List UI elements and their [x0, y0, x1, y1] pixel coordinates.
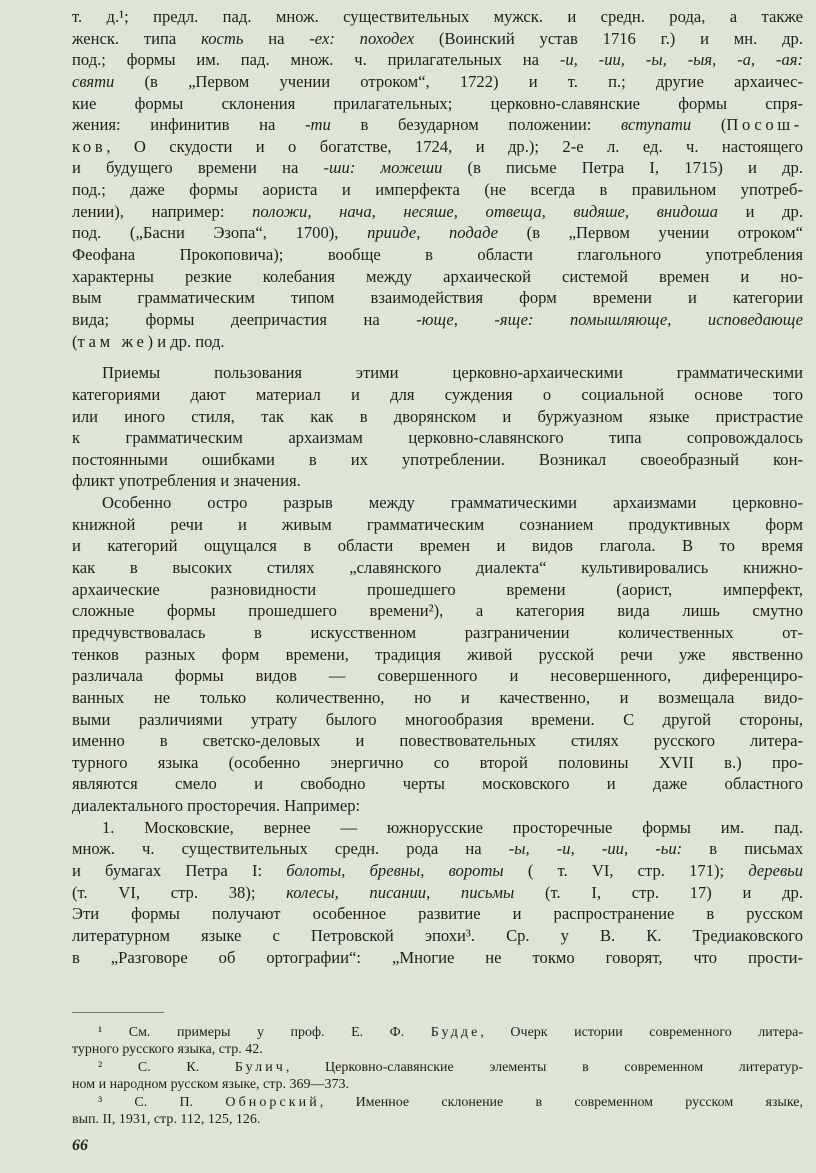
text-run: жения: инфинитив на	[72, 115, 305, 135]
italic-example: -и, -ии, -ы, -ыя, -а, -ая:	[559, 50, 803, 70]
text-line	[72, 817, 803, 839]
italic-example: -ти	[305, 115, 331, 135]
text-run: характерны резкие колебания между архаической системой времен и но-	[72, 266, 803, 286]
italic-example: святи	[72, 71, 115, 91]
footnote	[72, 1024, 803, 1059]
italic-example: -ши: можеши	[323, 158, 443, 178]
text-run: выми различиями утрату былого многообразия времени. С другой стороны,	[72, 709, 803, 729]
text-line	[72, 1041, 803, 1058]
text-line	[72, 838, 803, 860]
text-line	[72, 309, 803, 331]
text-run: Эти формы получают особенное развитие и распространение в русском	[72, 904, 803, 924]
text-line	[72, 1059, 803, 1076]
text-line	[72, 222, 803, 244]
main-text	[72, 6, 803, 968]
text-run: ³ С. П.	[98, 1094, 226, 1110]
text-line	[72, 179, 803, 201]
text-run: как в высоких стилях „славянского диалекта“ культивировались книжно-	[72, 558, 803, 578]
text-run: (в письме Петра I, 1715) и др.	[442, 158, 803, 178]
italic-example: колесы, писании, письмы	[286, 882, 515, 902]
italic-example: -ех: походех	[309, 28, 415, 48]
text-run: под.; формы им. пад. множ. ч. прилагательных на	[72, 50, 560, 70]
text-run: (	[72, 331, 78, 351]
text-run: кие формы склонения прилагательных; церковно-славянские формы спря-	[72, 93, 803, 113]
text-line	[72, 157, 803, 179]
text-run: тенков разных форм времени, традиция живой русской речи уже явственно	[72, 644, 803, 664]
text-run: именно в светско-деловых и повествовательных стилях русского литера-	[72, 731, 803, 751]
text-run: и будущего времени на	[72, 158, 324, 178]
spaced-author-name: Посош-	[726, 115, 803, 135]
text-run: (в „Первом учении отроком“	[498, 223, 803, 243]
paragraph	[72, 817, 803, 968]
text-run: и категорий ощущался в области времен и видов глагола. В то время	[72, 536, 803, 556]
spaced-author-name: там же	[77, 331, 148, 351]
italic-example: кость	[201, 28, 244, 48]
footnote	[72, 1059, 803, 1094]
text-line	[72, 687, 803, 709]
text-line	[72, 93, 803, 115]
text-run: ) и др. под.	[147, 331, 225, 351]
text-line	[72, 752, 803, 774]
text-line	[72, 903, 803, 925]
text-run: , О скудости и о богатстве, 1724, и др.); 2-е л. ед. ч. настоящего	[106, 136, 803, 156]
text-run: , Именное склонение в современном русском языке,	[319, 1094, 803, 1110]
text-run: ном и народном русском языке, стр. 369—373.	[72, 1077, 350, 1093]
text-line	[72, 860, 803, 882]
italic-example: -ы, -и, -ии, -ьи:	[508, 839, 683, 859]
text-run: в безударном положении:	[330, 115, 622, 135]
text-line	[72, 773, 803, 795]
text-run: под. („Басни Эзопа“, 1700),	[72, 223, 368, 243]
text-run: Феофана Прокоповича); вообще в области глагольного употребления	[72, 245, 803, 265]
text-line	[72, 925, 803, 947]
text-run: на	[243, 28, 310, 48]
text-line	[72, 362, 803, 384]
text-run: ( т. VI, стр. 171);	[503, 860, 749, 880]
text-line	[72, 201, 803, 223]
text-line	[72, 427, 803, 449]
text-run: сложные формы прошедшего времени²), а категория вида лишь смутно	[72, 601, 803, 621]
text-run: и бумагах Петра I:	[72, 860, 287, 880]
text-run: постоянными ошибками в их употреблении. Возникал своеобразный кон-	[72, 449, 803, 469]
text-run: , Церковно-славянские элементы в современном литератур-	[285, 1059, 804, 1075]
italic-example: деревьи	[748, 860, 804, 880]
text-run: вым грамматическим типом взаимодействия форм времени и категории	[72, 288, 803, 308]
text-run: или иного стиля, так как в дворянском и буржуазном языке пристрастие	[72, 406, 803, 426]
text-line	[72, 947, 803, 969]
text-run: и др.	[717, 201, 803, 221]
text-line	[72, 665, 803, 687]
text-run: категориями дают материал и для суждения о социальной основе того	[72, 384, 803, 404]
text-line	[72, 71, 803, 93]
text-run: (Воинский устав 1716 г.) и мн. др.	[414, 28, 803, 48]
text-line	[72, 579, 803, 601]
footnote-divider	[72, 1012, 164, 1013]
text-line	[72, 406, 803, 428]
text-line	[72, 492, 803, 514]
text-run: (в „Первом учении отроком“, 1722) и т. п.; другие архаичес-	[114, 71, 803, 91]
text-run: различала формы видов — совершенного и несовершенного, диференциро-	[72, 666, 803, 686]
text-line	[72, 114, 803, 136]
italic-example: -юще, -яще: помышляюще, исповедающе	[416, 309, 804, 329]
text-run: книжной речи и живым грамматическим сознанием продуктивных форм	[72, 514, 803, 534]
text-run: архаические разновидности прошедшего времени (аорист, имперфект,	[72, 579, 803, 599]
page-number: 66	[72, 1137, 88, 1154]
italic-example: вступати	[621, 115, 692, 135]
text-line	[72, 882, 803, 904]
spaced-author-name: Будде	[430, 1025, 481, 1040]
text-run: вида; формы деепричастия на	[72, 309, 417, 329]
text-line	[72, 287, 803, 309]
text-line	[72, 600, 803, 622]
text-line	[72, 28, 803, 50]
text-run: (	[691, 115, 727, 135]
text-line	[72, 795, 803, 817]
text-run: под.; даже формы аориста и имперфекта (не всегда в правильном употреб-	[72, 180, 803, 200]
text-run: (т. VI, стр. 38);	[72, 882, 287, 902]
text-line	[72, 1076, 803, 1093]
text-run: являются смело и свободно черты московского и даже областного	[72, 774, 803, 794]
text-run: вып. II, 1931, стр. 112, 125, 126.	[72, 1111, 261, 1127]
text-line	[72, 331, 803, 353]
text-run: ¹ См. примеры у проф. Е. Ф.	[98, 1025, 431, 1040]
text-line	[72, 136, 803, 158]
text-line	[72, 1024, 803, 1041]
text-run: женск. типа	[72, 28, 202, 48]
text-line	[72, 449, 803, 471]
text-line	[72, 1094, 803, 1111]
text-run: диалектального просторечия. Например:	[72, 796, 361, 816]
footnote	[72, 1094, 803, 1129]
text-run: множ. ч. существительных средн. рода на	[72, 839, 509, 859]
text-run: т. д.¹; предл. пад. множ. существительных мужск. и средн. рода, а также	[72, 7, 803, 26]
italic-example: положи, нача, несяше, отвеща, видяше, внидоша	[252, 201, 718, 221]
text-run: ванных не только количественно, но и качественно, и возмещала видо-	[72, 687, 803, 707]
text-run: , Очерк истории современного литера-	[480, 1025, 803, 1040]
text-run: фликт употребления и значения.	[72, 471, 301, 491]
paragraph	[72, 492, 803, 817]
text-line	[72, 622, 803, 644]
text-line	[72, 384, 803, 406]
text-line	[72, 644, 803, 666]
text-line	[72, 49, 803, 71]
paragraph	[72, 362, 803, 492]
text-line	[72, 266, 803, 288]
text-run: (т. I, стр. 17) и др.	[514, 882, 803, 902]
text-line	[72, 470, 803, 492]
footnotes	[72, 1024, 803, 1128]
text-run: к грамматическим архаизмам церковно-славянского типа сопровождалось	[72, 428, 803, 448]
text-line	[72, 1111, 803, 1128]
paragraph	[72, 6, 803, 352]
text-run: турного русского языка, стр. 42.	[72, 1042, 263, 1058]
italic-example: болоты, бревны, вороты	[286, 860, 504, 880]
text-run: турного языка (особенно энергично со второй половины XVII в.) про-	[72, 752, 803, 772]
text-run: Особенно остро разрыв между грамматическими архаизмами церковно-	[102, 493, 803, 513]
text-run: в письмах	[682, 839, 803, 859]
spaced-author-name: Обнорский	[225, 1094, 320, 1110]
text-run: ² С. К.	[98, 1059, 235, 1075]
text-line	[72, 557, 803, 579]
spaced-author-name: ков	[72, 136, 107, 156]
text-line	[72, 730, 803, 752]
italic-example: прииде, подаде	[367, 223, 499, 243]
text-run: литературном языке с Петровской эпохи³. Ср. у В. К. Тредиаковского	[72, 925, 803, 945]
text-run: Приемы пользования этими церковно-архаическими грамматическими	[102, 363, 803, 383]
spaced-author-name: Булич	[234, 1059, 286, 1075]
text-run: лении), например:	[72, 201, 253, 221]
text-line	[72, 535, 803, 557]
text-line	[72, 709, 803, 731]
text-run: 1. Московские, вернее — южнорусские просторечные формы им. пад.	[102, 817, 803, 837]
text-line	[72, 6, 803, 28]
text-line	[72, 244, 803, 266]
text-line	[72, 514, 803, 536]
text-run: в „Разговоре об ортографии“: „Многие не токмо говорят, что прости-	[72, 947, 803, 967]
text-run: предчувствовалась в искусственном разграничении количественных от-	[72, 622, 803, 642]
